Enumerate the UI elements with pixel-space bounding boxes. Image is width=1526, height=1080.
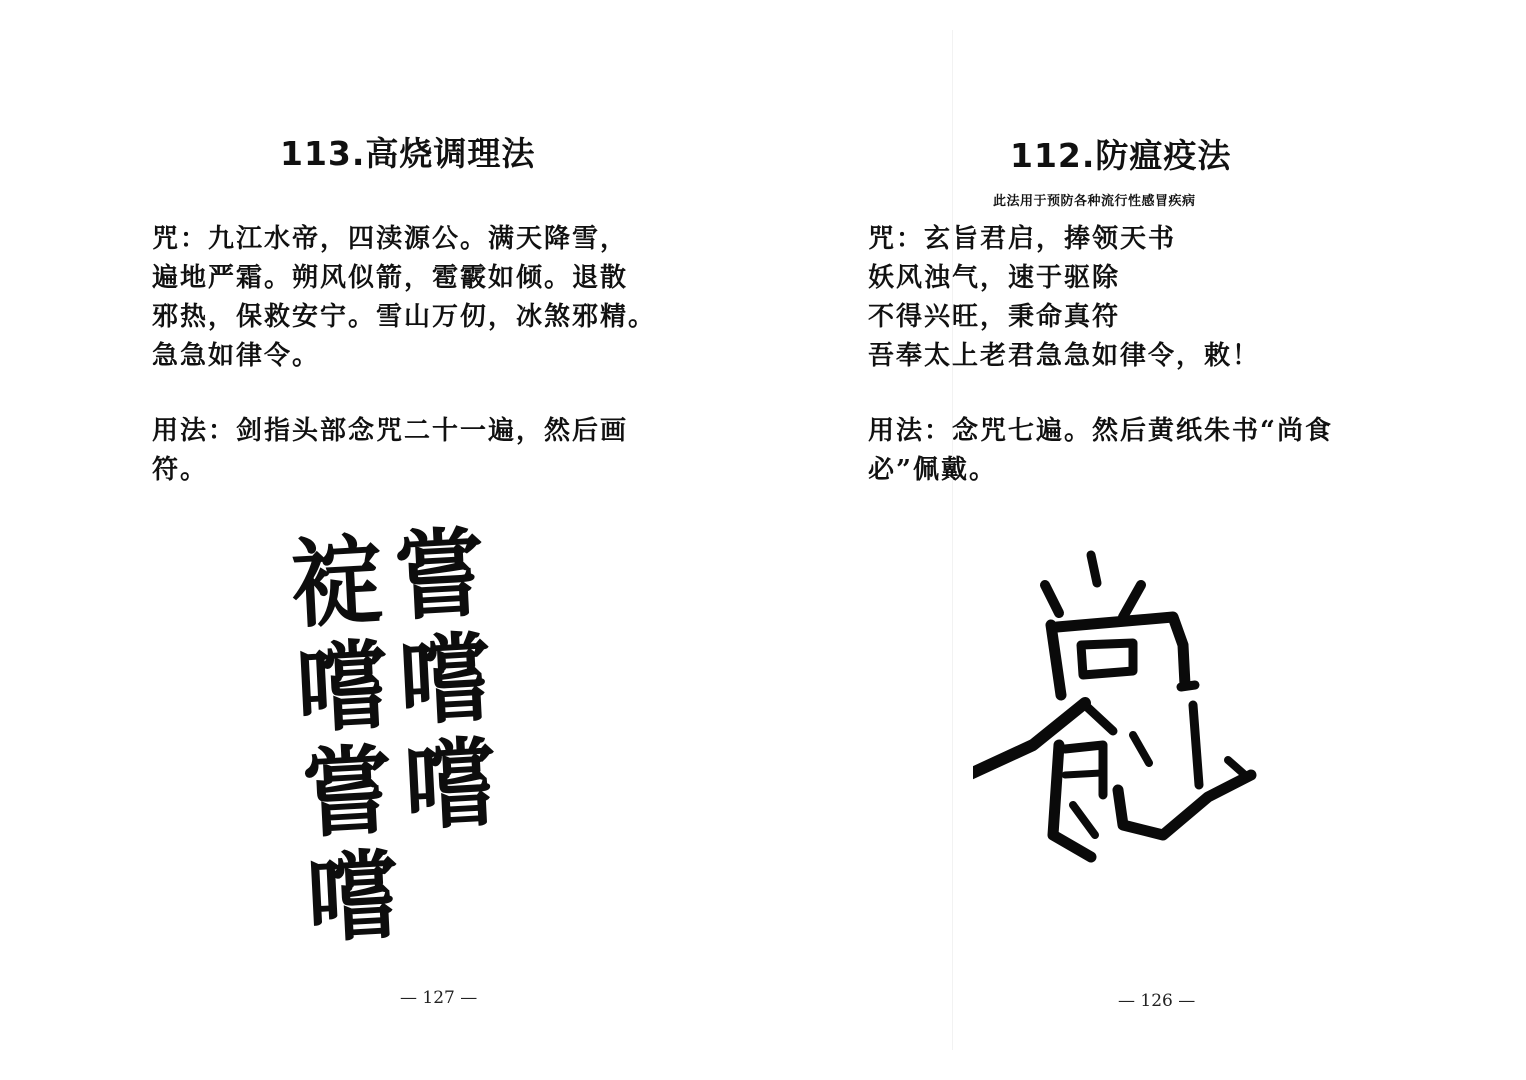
talisman-glyph: 嚐: [304, 838, 402, 957]
right-incantation-line-1: 咒：玄旨君启，捧领天书: [868, 224, 1177, 254]
talisman-brush-glyph: [973, 535, 1283, 885]
right-page-number: — 126 —: [1118, 991, 1196, 1011]
talisman-glyph: 嘗: [298, 733, 397, 852]
talisman-column-2: [387, 515, 503, 845]
right-usage-line-1: 用法：念咒七遍。然后黄纸朱书“尚食: [868, 416, 1333, 446]
talisman-column-1: [285, 523, 406, 957]
right-talisman: [973, 535, 1283, 885]
left-page-title: 113.高烧调理法: [280, 134, 536, 173]
talisman-glyph: 嚐: [396, 620, 494, 740]
left-usage-line-2: 符。: [152, 455, 209, 485]
right-incantation-line-2: 妖风浊气，速于驱除: [868, 263, 1121, 293]
left-usage-line-1: 用法：剑指头部念咒二十一遍，然后画: [152, 416, 629, 446]
talisman-glyph: 嘗: [390, 515, 489, 635]
right-page-subtitle: 此法用于预防各种流行性感冒疾病: [993, 194, 1196, 209]
left-incantation-line-4: 急急如律令。: [152, 341, 321, 371]
right-usage: [868, 412, 1428, 490]
left-talisman: [288, 515, 525, 970]
talisman-glyph: 嚐: [293, 628, 392, 747]
right-usage-line-2: 必”佩戴。: [868, 455, 997, 485]
right-incantation: [868, 220, 1428, 376]
right-incantation-line-4: 吾奉太上老君急急如律令，敕！: [868, 341, 1261, 371]
talisman-glyph: 嚐: [401, 725, 499, 845]
left-page-number: — 127 —: [400, 988, 478, 1008]
right-incantation-line-3: 不得兴旺，秉命真符: [868, 302, 1121, 332]
left-incantation-line-3: 邪热，保救安宁。雪山万仞，冰煞邪精。: [152, 302, 657, 332]
left-incantation-line-1: 咒：九江水帝，四渎源公。满天降雪，: [152, 224, 629, 254]
talisman-glyph: 䘺: [288, 523, 386, 642]
left-incantation: [152, 220, 692, 376]
right-page-title: 112.防瘟疫法: [1010, 136, 1232, 175]
left-usage: [152, 412, 692, 490]
right-page: [763, 0, 1526, 1080]
left-incantation-line-2: 遍地严霜。朔风似箭，雹霰如倾。退散: [152, 263, 629, 293]
